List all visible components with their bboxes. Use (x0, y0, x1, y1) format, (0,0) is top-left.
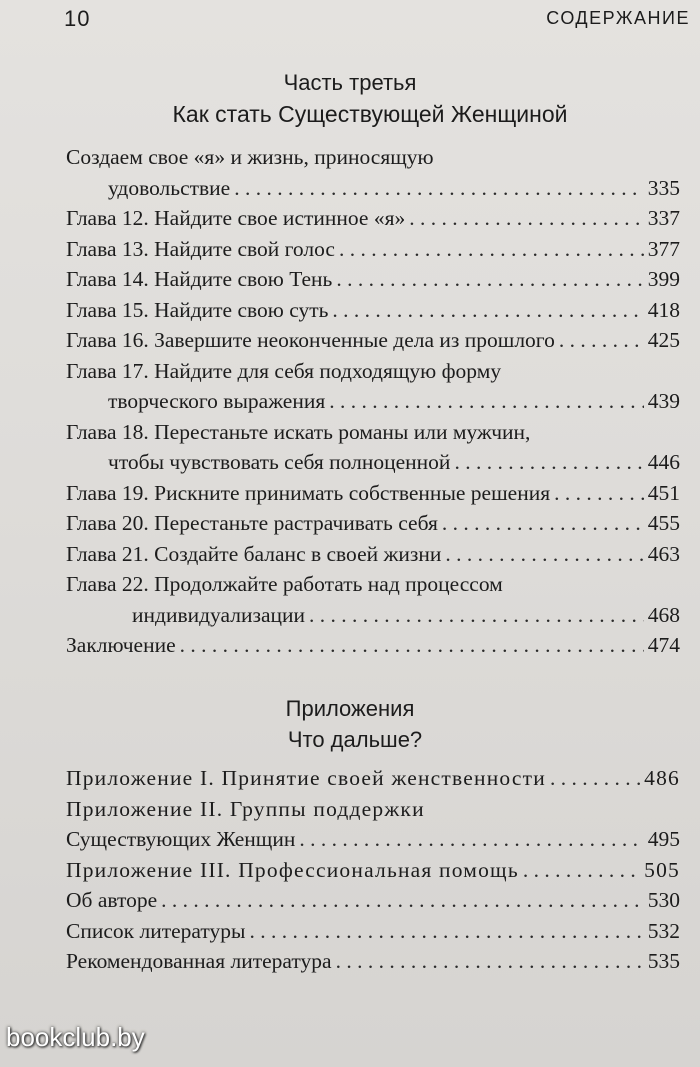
toc-entry-page: 463 (647, 541, 680, 566)
toc-entry (66, 295, 680, 326)
dot-leader (454, 447, 643, 478)
toc-entry (66, 264, 680, 295)
toc-entry (66, 447, 680, 478)
toc-entry (66, 763, 680, 794)
toc-entry-label: Глава 20. Перестаньте растрачивать себя (66, 511, 438, 535)
toc-ch18-line1: Глава 18. Перестаньте искать романы или мужчин, (66, 419, 531, 444)
toc-entry (66, 946, 680, 977)
running-header: СОДЕРЖАНИЕ (546, 8, 690, 28)
toc-entry (66, 508, 680, 539)
toc-entry (66, 478, 680, 509)
part-heading: Часть третья (283, 70, 417, 95)
toc-entry (66, 855, 680, 886)
part-subheading: Как стать Существующей Женщиной (172, 101, 568, 127)
toc-entry-label: творческого выражения (108, 389, 326, 413)
toc-entry (66, 173, 680, 204)
toc-entry-page: 337 (647, 206, 680, 230)
toc-entry (66, 325, 680, 356)
toc-part-three (66, 142, 680, 661)
toc-entry-page: 455 (647, 511, 680, 535)
dot-leader (309, 600, 644, 631)
toc-entry (66, 600, 680, 631)
toc-ch17-line1: Глава 17. Найдите для себя подходящую форму (66, 358, 502, 383)
toc-entry (66, 916, 680, 947)
dot-leader (339, 234, 644, 265)
toc-entry-page: 446 (647, 450, 680, 474)
toc-entry (66, 234, 680, 265)
toc-entry-page: 530 (647, 888, 680, 912)
dot-leader (523, 855, 640, 886)
toc-entry-label: Список литературы (66, 918, 246, 943)
toc-app2-line1: Приложение II. Группы поддержки (66, 796, 425, 821)
dot-leader (442, 508, 644, 539)
toc-entry-page: 474 (647, 633, 680, 657)
toc-entry-label: Глава 16. Завершите неоконченные дела из прошлого (66, 328, 555, 352)
dot-leader (445, 539, 643, 570)
toc-ch22-line1: Глава 22. Продолжайте работать над процессом (66, 572, 503, 596)
page-number: 10 (64, 6, 91, 31)
watermark: bookclub.by (6, 1022, 145, 1052)
toc-entry-label: чтобы чувствовать себя полноценной (108, 450, 451, 474)
dot-leader (299, 824, 643, 855)
toc-entry-page: 335 (647, 175, 680, 200)
toc-entry (66, 539, 680, 570)
toc-entry-page: 486 (644, 766, 680, 790)
toc-entry-label: Глава 15. Найдите свою суть (66, 297, 329, 322)
toc-entry-label: Приложение I. Принятие своей женственности (66, 766, 546, 790)
toc-entry (66, 630, 680, 661)
toc-entry-page: 418 (647, 297, 680, 322)
toc-entry-label: Приложение III. Профессиональная помощь (66, 857, 519, 882)
toc-entry-page: 468 (647, 602, 680, 627)
toc-entry-page: 425 (647, 328, 680, 352)
toc-entry-page: 451 (647, 480, 680, 505)
dot-leader (336, 264, 643, 295)
toc-entry-label: индивидуализации (132, 602, 306, 627)
appendix-heading: Приложения (285, 696, 415, 721)
toc-entry-page: 399 (647, 267, 680, 291)
toc-entry-label: Рекомендованная литература (66, 949, 332, 973)
toc-entry (66, 885, 680, 916)
toc-entry-label: Глава 12. Найдите свое истинное «я» (66, 206, 406, 230)
toc-entry-label: Глава 14. Найдите свою Тень (66, 267, 333, 291)
dot-leader (336, 946, 644, 977)
toc-entry-label: Существующих Женщин (66, 827, 296, 851)
dot-leader (249, 916, 643, 947)
toc-entry-label: Глава 21. Создайте баланс в своей жизни (66, 541, 442, 566)
toc-entry-label: Об авторе (66, 888, 158, 912)
toc-entry (66, 386, 680, 417)
dot-leader (180, 630, 644, 661)
dot-leader (550, 763, 640, 794)
toc-appendix (66, 763, 680, 977)
toc-entry-label: удовольствие (108, 175, 231, 200)
dot-leader (329, 386, 644, 417)
toc-entry-label: Глава 19. Рискните принимать собственные решения (66, 480, 551, 505)
toc-entry-page: 439 (647, 389, 680, 413)
toc-entry-page: 377 (647, 236, 680, 261)
toc-entry-label: Заключение (66, 633, 176, 657)
dot-leader (409, 203, 644, 234)
toc-entry-page: 535 (647, 949, 680, 973)
dot-leader (559, 325, 644, 356)
toc-entry (66, 824, 680, 855)
toc-entry-page: 505 (644, 857, 680, 882)
toc-intro-line1: Создаем свое «я» и жизнь, приносящую (66, 145, 434, 169)
dot-leader (332, 295, 643, 326)
toc-entry-page: 495 (647, 827, 680, 851)
toc-entry (66, 203, 680, 234)
appendix-subheading: Что дальше? (287, 727, 423, 752)
dot-leader (161, 885, 644, 916)
dot-leader (554, 478, 644, 509)
toc-entry-label: Глава 13. Найдите свой голос (66, 236, 335, 261)
dot-leader (234, 173, 644, 204)
toc-entry-page: 532 (647, 918, 680, 943)
